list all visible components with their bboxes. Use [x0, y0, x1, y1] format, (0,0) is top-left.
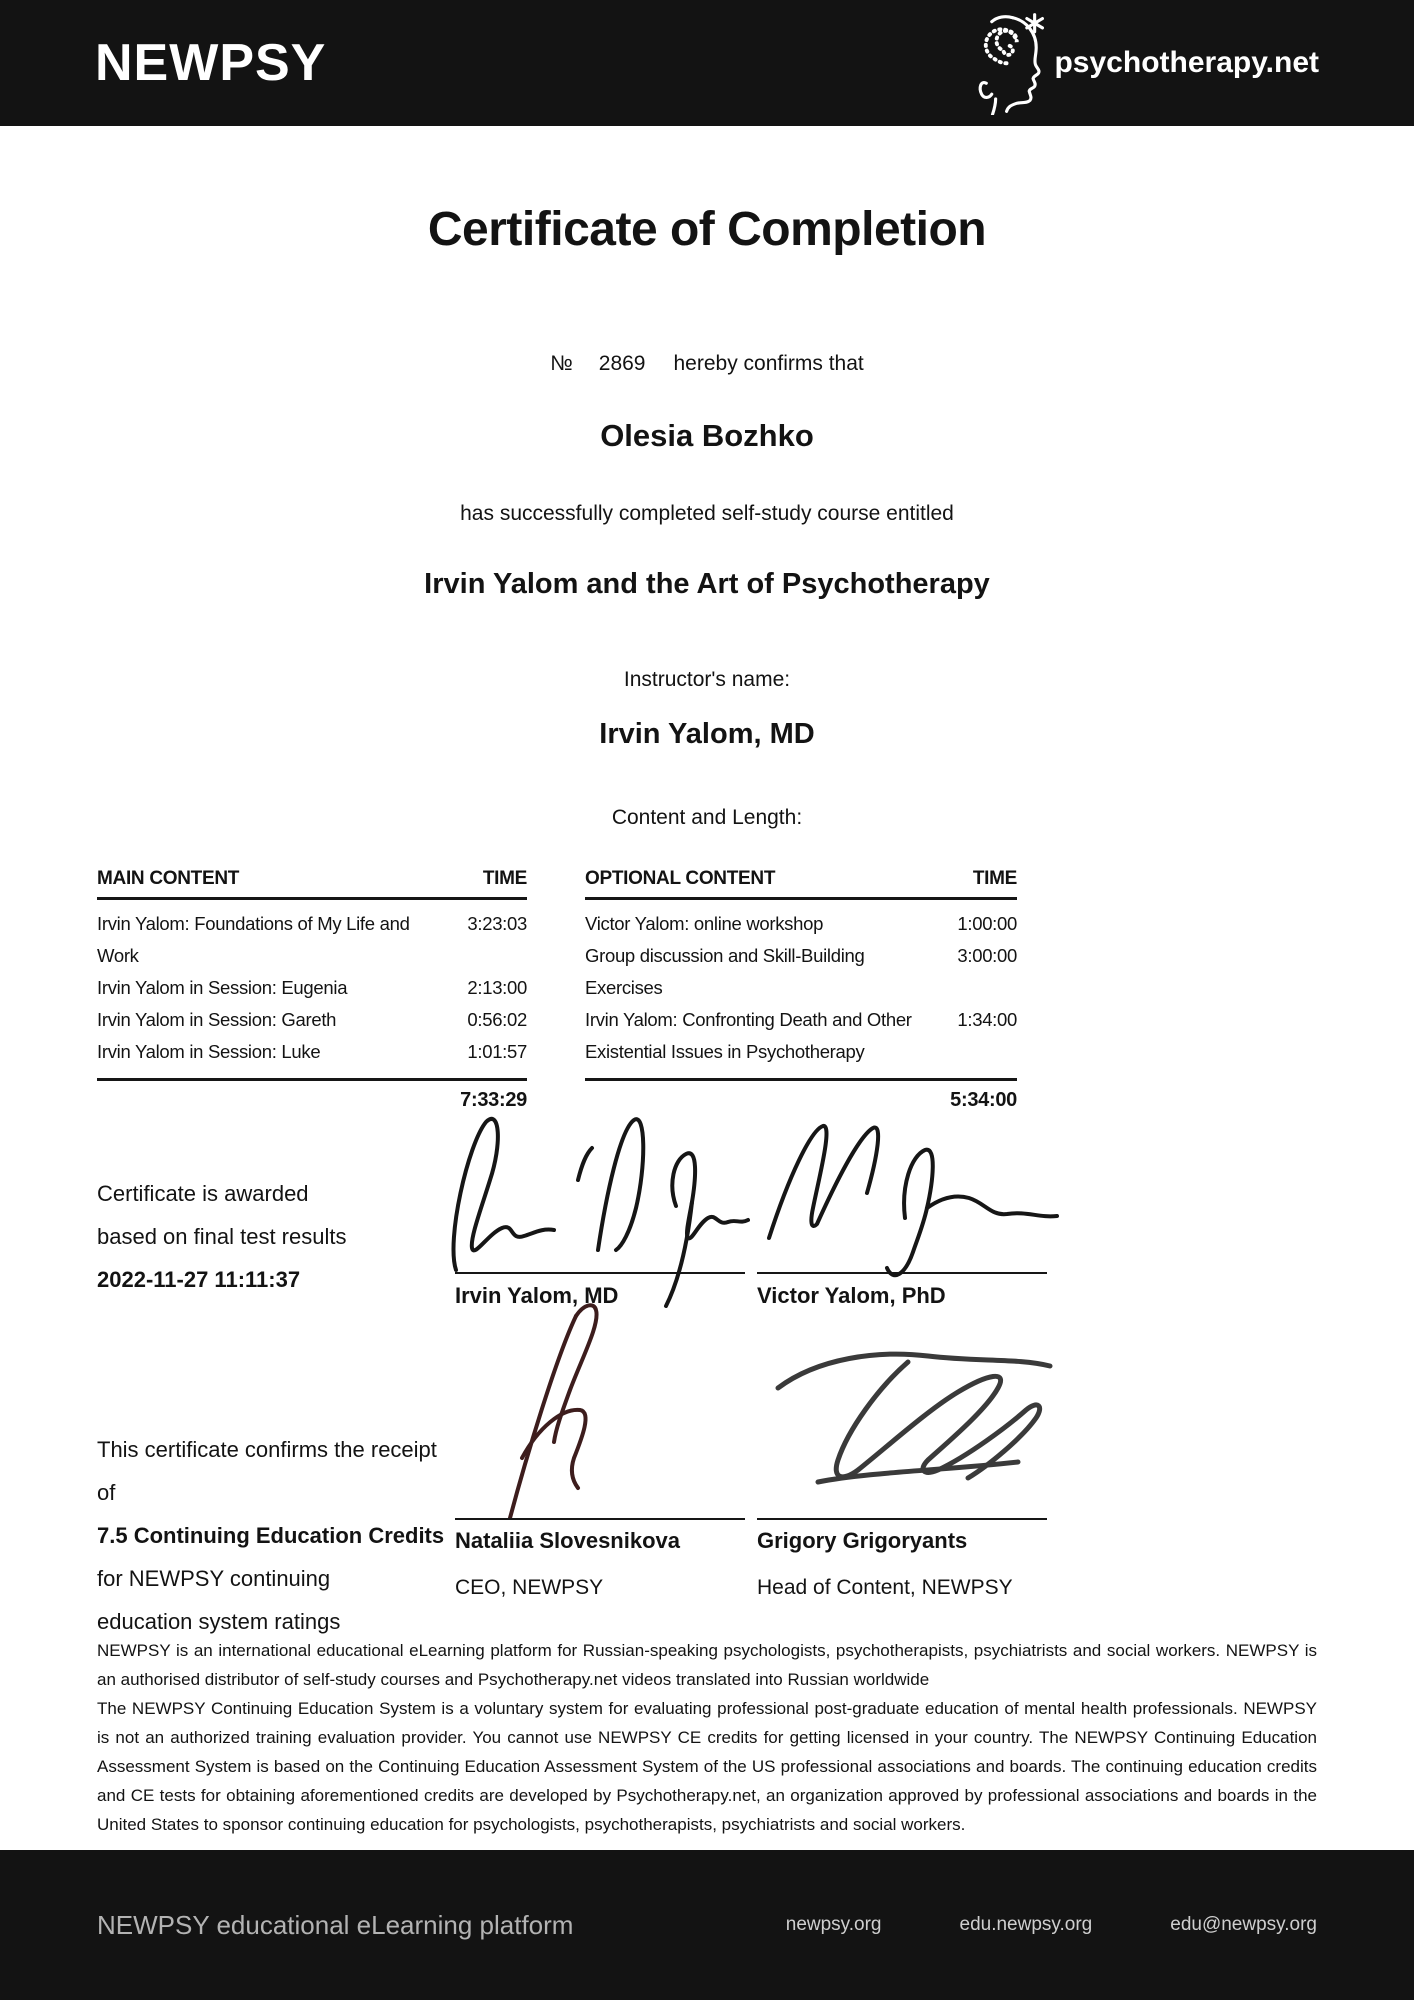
row-title: Irvin Yalom: Confronting Death and Other Existential Issues in Psychotherapy	[585, 1009, 912, 1062]
main-time-header: TIME	[482, 868, 527, 889]
row-title: Irvin Yalom in Session: Eugenia	[97, 977, 348, 998]
course-title: Irvin Yalom and the Art of Psychotherapy	[424, 568, 990, 600]
signatory-name: Nataliia Slovesnikova	[455, 1528, 680, 1553]
signature-line	[455, 1518, 745, 1520]
recipient-name: Olesia Bozhko	[600, 418, 814, 453]
footer-link-edu-newpsy-org: edu.newpsy.org	[959, 1914, 1093, 1935]
footer-links	[786, 1914, 1317, 1936]
certificate-number-line	[0, 352, 1414, 376]
optional-time-header: TIME	[972, 868, 1017, 889]
optional-content-table-header	[585, 868, 1017, 900]
award-line1: Certificate is awarded	[97, 1181, 309, 1206]
table-row	[585, 908, 1017, 940]
irvin-yalom-signature	[428, 1082, 750, 1308]
main-content-rows	[97, 900, 527, 1078]
credits-line2: 7.5 Continuing Education Credits	[97, 1523, 445, 1548]
header-band	[0, 0, 1414, 126]
optional-content-total: 5:34:00	[950, 1089, 1017, 1111]
row-time: 3:00:00	[957, 945, 1017, 966]
signature-line	[757, 1272, 1047, 1274]
footer-link-email: edu@newpsy.org	[1170, 1914, 1317, 1935]
row-time: 1:00:00	[957, 913, 1017, 934]
certificate-title: Certificate of Completion	[427, 203, 987, 256]
instructor-name: Irvin Yalom, MD	[599, 718, 815, 750]
optional-content-rows	[585, 900, 1017, 1078]
row-title: Group discussion and Skill-Building Exercises	[585, 945, 865, 998]
main-content-table-header	[97, 868, 527, 900]
table-row	[97, 1004, 527, 1036]
row-time: 1:01:57	[467, 1041, 527, 1062]
optional-content-table	[585, 868, 1017, 1112]
confirms-text: hereby confirms that	[673, 352, 864, 375]
signature-line	[455, 1272, 745, 1274]
main-content-table	[97, 868, 527, 1112]
credits-line3: for NEWPSY continuing	[97, 1566, 331, 1591]
footer-link-newpsy-org: newpsy.org	[785, 1914, 882, 1935]
instructor-label: Instructor's name:	[623, 668, 791, 691]
content-length-label: Content and Length:	[611, 806, 803, 829]
award-info	[97, 1172, 437, 1301]
disclaimer-paragraph-1: NEWPSY is an international educational eLearning platform for Russian-speaking psychologists, psychotherapists, psychiatrists and social workers. NEWPSY is an authorised distributor of self-study courses and Psychotherapy.net videos translated into Russian worldwide	[97, 1641, 1317, 1689]
certificate-number: 2869	[598, 352, 646, 375]
row-time: 3:23:03	[467, 913, 527, 934]
table-row	[97, 908, 527, 972]
row-title: Irvin Yalom in Session: Luke	[97, 1041, 321, 1062]
nataliia-slovesnikova-signature	[452, 1296, 662, 1520]
signature-line	[757, 1518, 1047, 1520]
row-time: 0:56:02	[467, 1009, 527, 1030]
row-time: 2:13:00	[467, 977, 527, 998]
grigory-grigoryants-signature	[756, 1330, 1068, 1516]
psychotherapy-net-wordmark: psychotherapy.net	[1054, 46, 1319, 79]
number-sign: №	[550, 352, 573, 375]
victor-yalom-signature	[753, 1096, 1065, 1282]
table-row	[585, 940, 1017, 1004]
disclaimer-paragraph-2: The NEWPSY Continuing Education System is a voluntary system for evaluating professional post-graduate education of mental health professionals. NEWPSY is not an authorized training evaluation provider. You cannot use NEWPSY CE credits for getting licensed in your country. The NEWPSY Continuing Education Assessment System is based on the Continuing Education Assessment System of the US professional associations and boards. The continuing education credits and CE tests for obtaining aforementioned credits are developed by Psychotherapy.net, an organization approved by professional associations and boards in the United States to sponsor continuing education for psychologists, psychotherapists, psychiatrists and social workers.	[97, 1699, 1317, 1834]
signatory-role: CEO, NEWPSY	[455, 1576, 604, 1599]
head-spiral-icon	[966, 11, 1044, 115]
signatory-name: Grigory Grigoryants	[757, 1528, 968, 1553]
table-row	[97, 1036, 527, 1068]
footer-band	[0, 1850, 1414, 2000]
credits-line1: This certificate confirms the receipt of	[97, 1437, 437, 1505]
row-title: Irvin Yalom: Foundations of My Life and Work	[97, 913, 410, 966]
row-time: 1:34:00	[957, 1009, 1017, 1030]
signatory-role: Head of Content, NEWPSY	[757, 1576, 1013, 1599]
psychotherapy-net-logo	[966, 11, 1319, 115]
row-title: Irvin Yalom in Session: Gareth	[97, 1009, 337, 1030]
completed-text: has successfully completed self-study course entitled	[460, 502, 954, 525]
main-content-total: 7:33:29	[460, 1089, 527, 1111]
table-row	[585, 1004, 1017, 1068]
award-line2: based on final test results	[97, 1224, 347, 1249]
signatory-name: Irvin Yalom, MD	[455, 1283, 619, 1308]
optional-content-header: OPTIONAL CONTENT	[585, 868, 776, 889]
main-content-header: MAIN CONTENT	[97, 868, 240, 889]
newpsy-logo: NEWPSY	[95, 34, 327, 92]
signatory-name: Victor Yalom, PhD	[757, 1283, 946, 1308]
footer-tagline: NEWPSY educational eLearning platform	[97, 1909, 574, 1940]
credits-info	[97, 1428, 457, 1643]
disclaimer	[97, 1636, 1317, 1839]
credits-line4: education system ratings	[97, 1609, 341, 1634]
award-datetime: 2022-11-27 11:11:37	[97, 1267, 301, 1292]
row-title: Victor Yalom: online workshop	[585, 913, 824, 934]
table-row	[97, 972, 527, 1004]
